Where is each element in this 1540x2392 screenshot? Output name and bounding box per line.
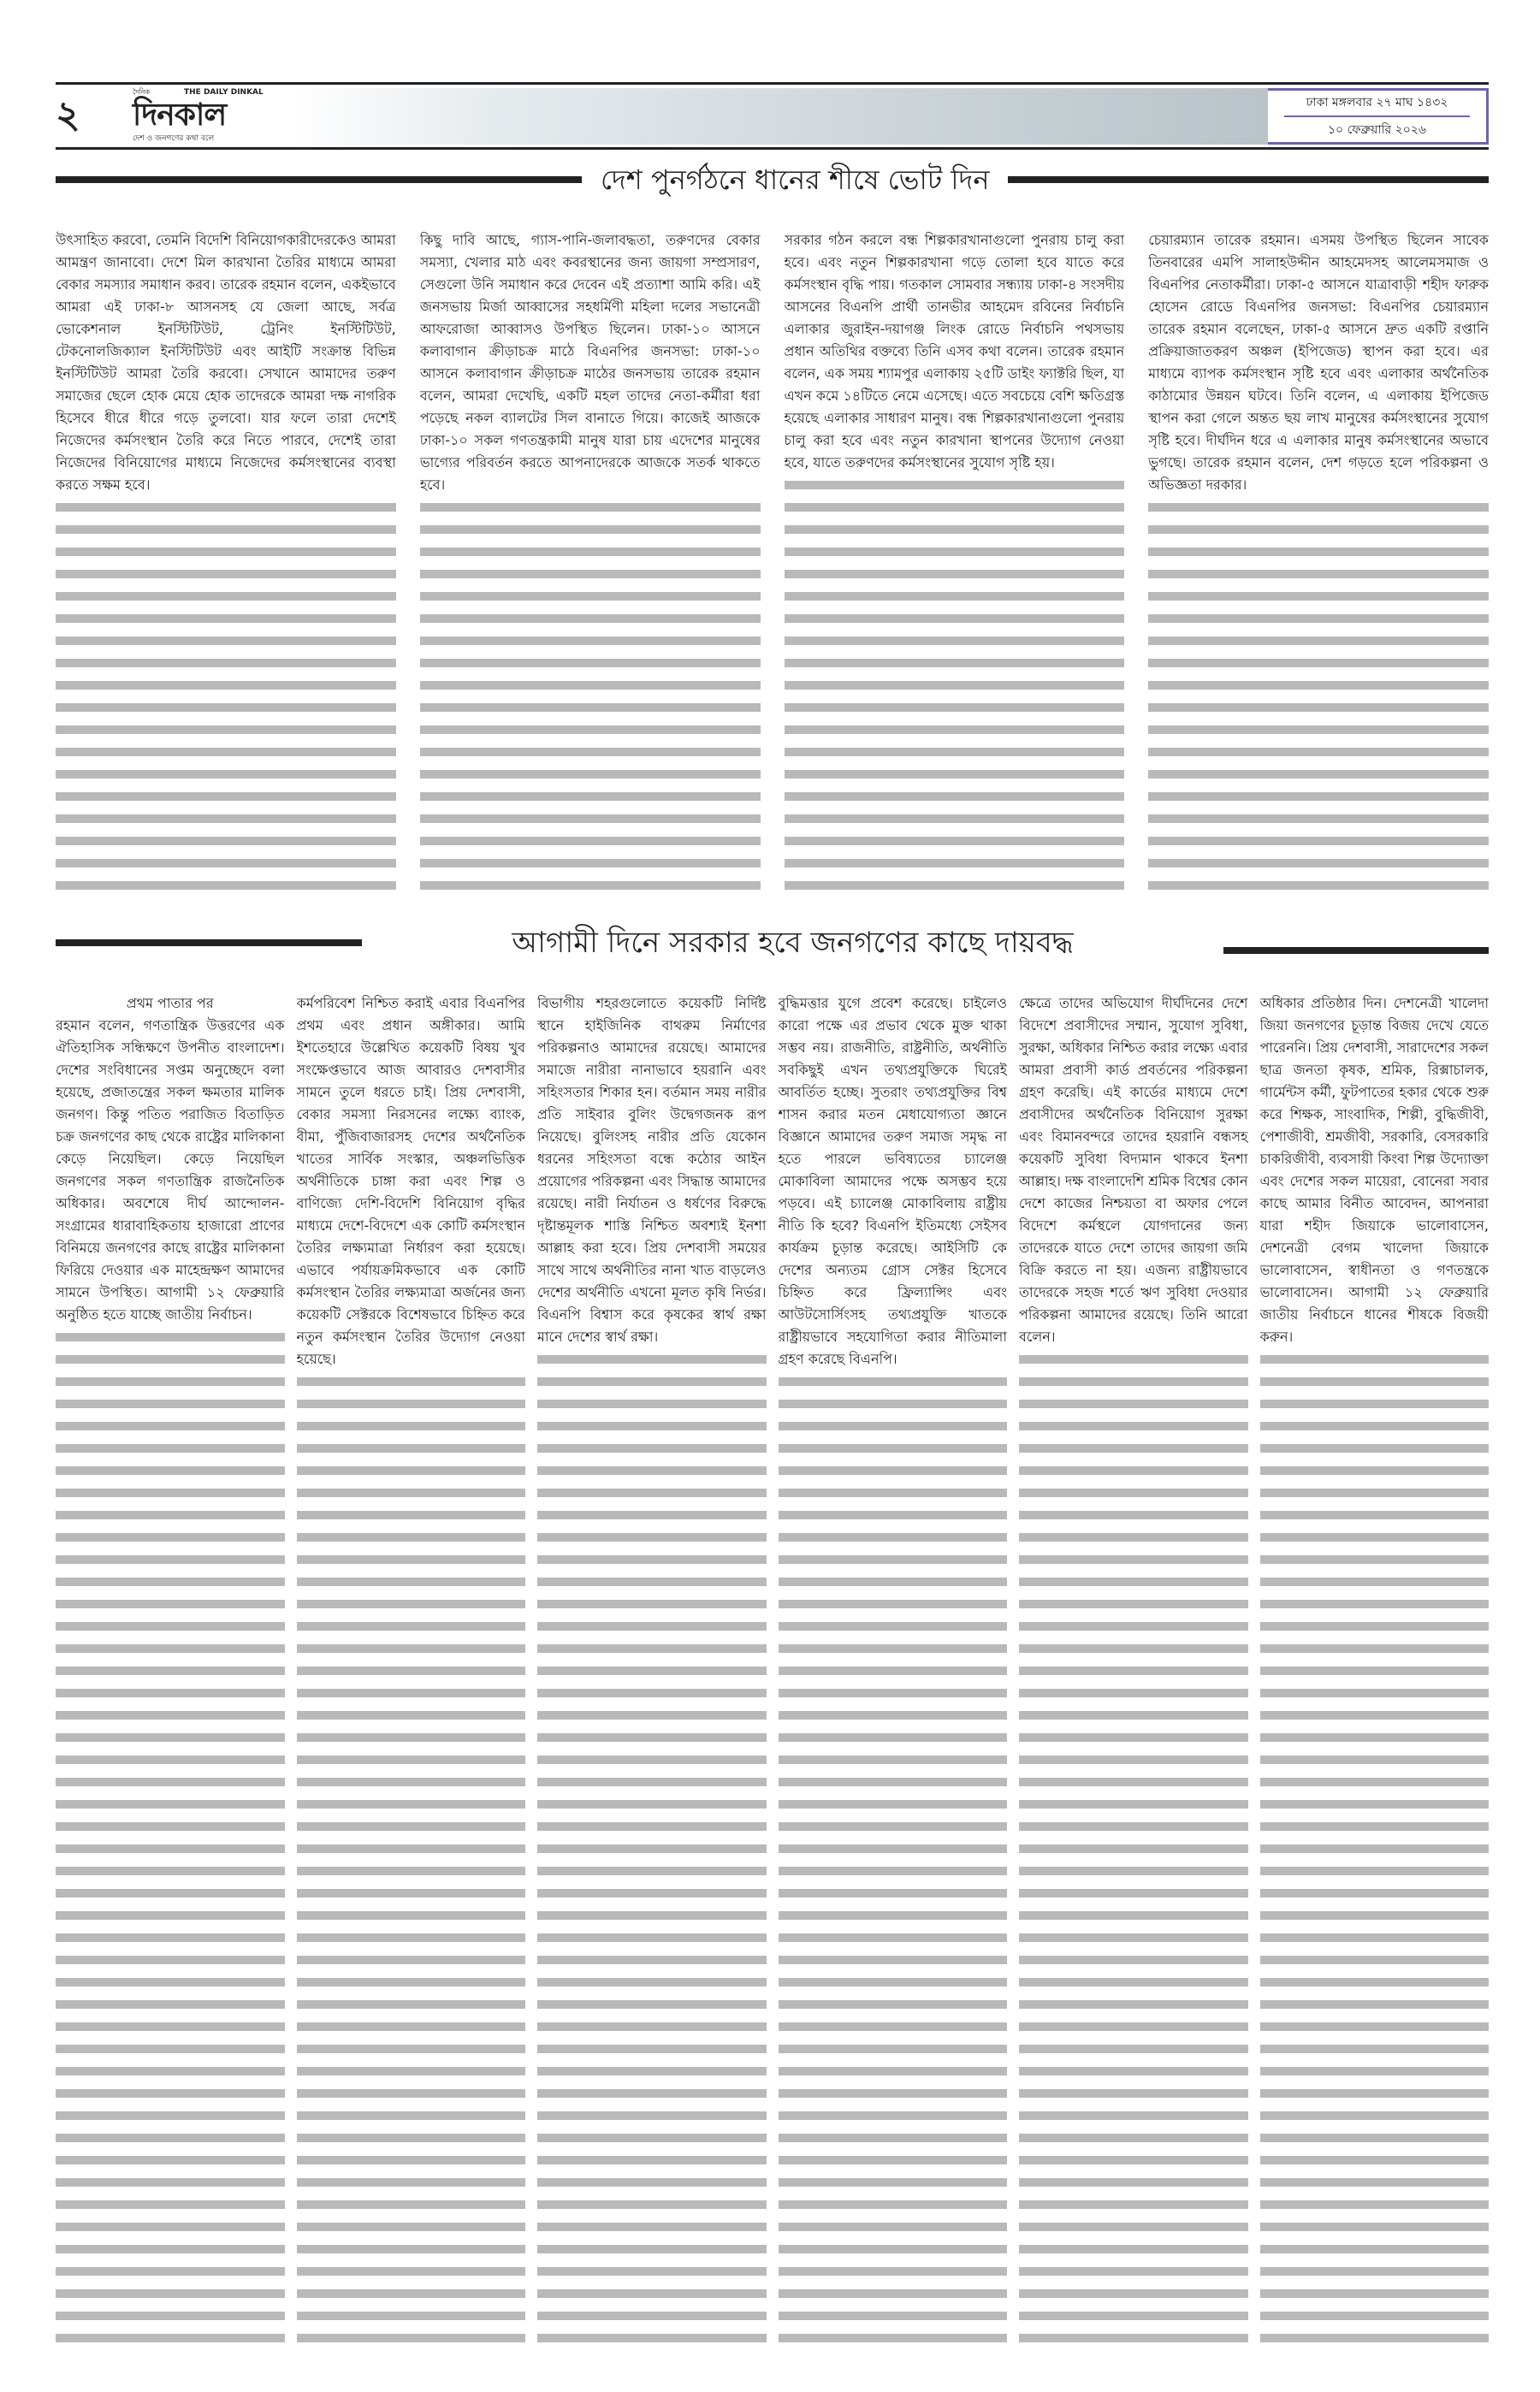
- date-box: [1268, 88, 1489, 145]
- article2-text: রহমান বলেন, গণতান্ত্রিক উত্তরণের এক ঐতিহাসিক সন্ধিক্ষণে উপনীত বাংলাদেশ। দেশের সংবিধানের সপ্তম অনুচ্ছেদে বলা হয়েছে, প্রজাতন্ত্রের সকল ক্ষমতার মালিক জনগণ। কিন্তু পতিত পরাজিত বিতাড়িত চক্র জনগণের কাছ থেকে রাষ্ট্রের মালিকানা কেড়ে নিয়েছিল। কেড়ে নিয়েছিল জনগণের সকল গণতান্ত্রিক রাজনৈতিক অধিকার। অবশেষে দীর্ঘ আন্দোলন-সংগ্রামের ধারাবাহিকতায় হাজারো প্রাণের বিনিময়ে জনগণের কাছে রাষ্ট্রের মালিকানা ফিরিয়ে দেওয়ার এক মাহেন্দ্রক্ষণ আমাদের সামনে উপস্থিত। আগামী ১২ ফেব্রুয়ারি অনুষ্ঠিত হতে যাচ্ছে জাতীয় নির্বাচন।: [56, 1015, 285, 1326]
- article1-headline-row: [56, 156, 1489, 204]
- article1-text: সরকার গঠন করলে বন্ধ শিল্পকারখানাগুলো পুনরায় চালু করা হবে। এবং নতুন শিল্পকারখানা গড়ে তোলা হবে যাতে করে কর্মসংস্থান বৃদ্ধি পায়। গতকাল সোমবার সন্ধ্যায় ঢাকা-৪ সংসদীয় আসনের বিএনপি প্রার্থী তানভীর আহমেদ রবিনের নির্বাচনি এলাকার জুরাইন-দয়াগঞ্জ লিংক রোডে নির্বাচনি পথসভায় প্রধান অতিথির বক্তব্যে তিনি এসব কথা বলেন। তারেক রহমান বলেন, এক সময় শ্যামপুর এলাকায় ২৫টি ডাইং ফ্যাক্টরি ছিল, যা এখন কমে ১৪টিতে নেমে এসেছে। এতে সবচেয়ে বেশি ক্ষতিগ্রস্ত হয়েছে এলাকার সাধারণ মানুষ। বন্ধ শিল্পকারখানাগুলো পুনরায় চালু করা হবে এবং নতুন কারখানা স্থাপনের উদ্যোগ নেওয়া হবে, যাতে তরুণদের কর্মসংস্থানের সুযোগ সৃষ্টি হয়।: [785, 229, 1125, 474]
- article2-text: কর্মপরিবেশ নিশ্চিত করাই এবার বিএনপির প্রথম এবং প্রধান অঙ্গীকার। আমি ইশতেহারে উল্লেখিত কয়েকটি বিষয় খুব সংক্ষেপ্তভাবে আজ আবারও দেশবাসীর সামনে তুলে ধরতে চাই। প্রিয় দেশবাসী, বেকার সমস্যা নিরসনের লক্ষ্যে ব্যাংক, বীমা, পুঁজিবাজারসহ দেশের অর্থনৈতিক খাতের সার্বিক সংস্কার, অঞ্চলভিত্তিক অর্থনীতিকে চাঙ্গা করা এবং শিল্প ও বাণিজ্যে দেশি-বিদেশি বিনিয়োগ বৃদ্ধির মাধ্যমে দেশে-বিদেশে এক কোটি কর্মসংস্থান তৈরির লক্ষ্যমাত্রা নির্ধারণ করা হয়েছে। এভাবে পর্যায়ক্রমিকভাবে এক কোটি কর্মসংস্থান তৈরির লক্ষ্যমাত্রা অর্জনের জন্য কয়েকটি সেক্টরকে বিশেষভাবে চিহ্নিত করে নতুন কর্মসংস্থান তৈরির উদ্যোগ নেওয়া হয়েছে।: [297, 992, 526, 1371]
- article2-column: [537, 992, 767, 2349]
- article2-text: বিভাগীয় শহরগুলোতে কয়েকটি নির্দিষ্ট স্থানে হাইজিনিক বাথরুম নির্মাণের পরিকল্পনাও আমাদের রয়েছে। আমাদের সমাজে নারীরা নানাভাবে হয়রানি এবং সহিংসতার শিকার হন। বর্তমান সময় নারীর প্রতি সাইবার বুলিং উদ্বেগজনক রূপ নিয়েছে। বুলিংসহ নারীর প্রতি যেকোন ধরনের সহিংসতা বন্ধে কঠোর আইন প্রয়োগের পরিকল্পনা এবং সিদ্ধান্ত আমাদের রয়েছে। নারী নির্যাতন ও ধর্ষণের বিরুদ্ধে দৃষ্টান্তমূলক শাস্তি নিশ্চিত অবশ্যই ইনশা আল্লাহ করা হবে। প্রিয় দেশবাসী সময়ের সাথে সাথে অর্থনীতির নানা খাত বাড়লেও দেশের অর্থনীতি এখনো মূলত কৃষি নির্ভর। বিএনপি বিশ্বাস করে কৃষকের স্বার্থ রক্ষা মানে দেশের স্বার্থ রক্ষা।: [537, 992, 767, 1348]
- continued-from-front-page: প্রথম পাতার পর: [56, 992, 285, 1015]
- article1-text: চেয়ারম্যান তারেক রহমান। এসময় উপস্থিত ছিলেন সাবেক তিনবারের এমপি সালাহউদ্দীন আহমেদসহ আলেমসমাজ ও বিএনপির নেতাকর্মীরা। ঢাকা-৫ আসনে যাত্রাবাড়ী শহীদ ফারুক হোসেন রোডে বিএনপির জনসভা: বিএনপির চেয়ারম্যান তারেক রহমান বলেছেন, ঢাকা-৫ আসনে দ্রুত একটি রপ্তানি প্রক্রিয়াজাতকরণ অঞ্চল (ইপিজেড) স্থাপন করা হবে। এর মাধ্যমে ব্যাপক কর্মসংস্থান সৃষ্টি হবে এবং এলাকার অর্থনৈতিক কাঠামোর উন্নয়ন ঘটবে। তিনি বলেন, এ এলাকায় ইপিজেড স্থাপন করা গেলে অন্তত ছয় লাখ মানুষের কর্মসংস্থানের সুযোগ সৃষ্টি হবে। দীর্ঘদিন ধরে এ এলাকার মানুষ কর্মসংস্থানের অভাবে ভুগছে। তারেক রহমান বলেন, দেশ গড়তে হলে পরিকল্পনা ও অভিজ্ঞতা দরকার।: [1148, 229, 1489, 496]
- newspaper-tagline: দেশ ও জনগণের কথা বলে: [133, 134, 215, 143]
- article1-column: [56, 229, 396, 897]
- newspaper-logo: [56, 88, 291, 145]
- newspaper-name: দিনকাল: [133, 98, 227, 133]
- article1-body: [56, 229, 1489, 897]
- headline-rule-right: [1223, 947, 1489, 954]
- logo-label: দৈনিক: [133, 88, 151, 96]
- page-number: ২: [56, 93, 80, 137]
- article1-column: [1148, 229, 1489, 897]
- article2-body: [56, 992, 1489, 2349]
- article2-text: অধিকার প্রতিষ্ঠার দিন। দেশনেত্রী খালেদা জিয়া জনগণের চূড়ান্ত বিজয় দেখে যেতে পারেননি। প্রিয় দেশবাসী, সারাদেশের সকল ছাত্র জনতা কৃষক, শ্রমিক, রিক্সাচালক, গার্মেন্টস কর্মী, ফুটপাতের হকার থেকে শুরু করে শিক্ষক, সাংবাদিক, শিল্পী, বুদ্ধিজীবী, পেশাজীবী, শ্রমজীবী, সরকারি, বেসরকারি চাকরিজীবী, ব্যবসায়ী কিংবা শিল্প উদ্যোক্তা এবং দেশের সকল মায়েরা, বোনেরা সবার কাছে আমার বিনীত আবেদন, আপনারা যারা শহীদ জিয়াকে ভালোবাসেন, দেশনেত্রী বেগম খালেদা জিয়াকে ভালোবাসেন, স্বাধীনতা ও গণতন্ত্রকে ভালোবাসেন। আগামী ১২ ফেব্রুয়ারি জাতীয় নির্বাচনে ধানের শীষকে বিজয়ী করুন।: [1260, 992, 1490, 1348]
- article2-column: [779, 992, 1008, 2349]
- article2-headline-row: [56, 917, 1489, 968]
- headline-rule-right: [1008, 176, 1489, 183]
- date-bangla: ঢাকা মঙ্গলবার ২৭ মাঘ ১৪৩২: [1306, 96, 1448, 110]
- headline-rule-left: [56, 939, 362, 946]
- masthead-bottom-rule: [56, 147, 1489, 150]
- logo-english-name: THE DAILY DINKAL: [184, 88, 264, 97]
- article2-column: [1260, 992, 1490, 2349]
- headline-rule-left: [56, 176, 582, 183]
- date-divider: [1284, 115, 1470, 117]
- article2-text: ক্ষেত্রে তাদের অভিযোগ দীর্ঘদিনের দেশে বিদেশে প্রবাসীদের সম্মান, সুযোগ সুবিধা, সুরক্ষা, অধিকার নিশ্চিত করার লক্ষ্যে এবার আমরা প্রবাসী কার্ড প্রবর্তনের পরিকল্পনা গ্রহণ করেছি। এই কার্ডের মাধ্যমে দেশে প্রবাসীদের অর্থনৈতিক বিনিয়োগ সুরক্ষা এবং বিমানবন্দরে তাদের হয়রানি বন্ধসহ কয়েকটি সুবিধা বিদ্যমান থাকবে ইনশা আল্লাহ। দক্ষ বাংলাদেশি শ্রমিক বিশ্বের কোন দেশে কাজের নিশ্চয়তা বা অফার পেলে বিদেশে কর্মস্থলে যোগদানের জন্য তাদেরকে যাতে দেশে তাদের জায়গা জমি বিক্রি করতে না হয়। এজন্য রাষ্ট্রীয়ভাবে তাদেরকে সহজ শর্তে ঋণ সুবিধা দেওয়ার পরিকল্পনা আমাদের রয়েছে। তিনি আরো বলেন।: [1019, 992, 1248, 1348]
- article1-text: কিছু দাবি আছে, গ্যাস-পানি-জলাবদ্ধতা, তরুণদের বেকার সমস্যা, খেলার মাঠ এবং কবরস্থানের জন্য জায়গা সম্প্রসারণ, সেগুলো উনি সমাধান করে দেবেন এই প্রত্যাশা আমি করি। এই জনসভায় মির্জা আব্বাসের সহধর্মিণী মহিলা দলের সভানেত্রী আফরোজা আব্বাসও উপস্থিত ছিলেন। ঢাকা-১০ আসনে কলাবাগান ক্রীড়াচক্র মাঠে বিএনপির জনসভা: ঢাকা-১০ আসনে কলাবাগান ক্রীড়াচক্র মাঠের জনসভায় তারেক রহমান বলেন, আমরা দেখেছি, একটি মহল তাদের নেতা-কর্মীরা ধরা পড়েছে নকল ব্যালটের সিল বানাতে গিয়ে। কাজেই আজকে ঢাকা-১০ সকল গণতন্ত্রকামী মানুষ যারা চায় এদেশের মানুষের ভাগ্যের পরিবর্তন করতে আপনাদেরকে আজকে সতর্ক থাকতে হবে।: [420, 229, 761, 496]
- article1-headline: দেশ পুনর্গঠনে ধানের শীষে ভোট দিন: [601, 163, 990, 196]
- article2-headline: আগামী দিনে সরকার হবে জনগণের কাছে দায়বদ্ধ: [512, 926, 1074, 960]
- article2-column: [1019, 992, 1248, 2349]
- date-gregorian: ১০ ফেব্রুয়ারি ২০২৬: [1327, 123, 1427, 137]
- article1-column: [420, 229, 761, 897]
- masthead-gradient-band: [291, 88, 1268, 145]
- masthead: [56, 88, 1489, 145]
- article2-column: [56, 992, 285, 2349]
- article1-column: [785, 229, 1125, 897]
- article2-column: [297, 992, 526, 2349]
- masthead-top-rule: [56, 82, 1489, 85]
- article2-text: বুদ্ধিমত্তার যুগে প্রবেশ করেছে। চাইলেও কারো পক্ষে এর প্রভাব থেকে মুক্ত থাকা সম্ভব নয়। রাজনীতি, রাষ্ট্রনীতি, অর্থনীতি সবকিছুই এখন তথ্যপ্রযুক্তিকে ঘিরেই আবর্তিত হচ্ছে। সুতরাং তথ্যপ্রযুক্তির বিশ্ব শাসন করার মতন মেধাযোগ্যতা জ্ঞানে বিজ্ঞানে আমাদের তরুণ সমাজ সমৃদ্ধ না হতে পারলে ভবিষ্যতের চ্যালেঞ্জ মোকাবিলা আমাদের পক্ষে অসম্ভব হয়ে পড়বে। এই চ্যালেঞ্জ মোকাবিলায় রাষ্ট্রীয় নীতি কি হবে? বিএনপি ইতিমধ্যে সেইসব কার্যক্রম চূড়ান্ত করেছে। আইসিটি কে দেশের অন্যতম গ্রোস সেক্টর হিসেবে চিহ্নিত করে ফ্রিল্যান্সিং এবং আউটসোর্সিংসহ তথ্যপ্রযুক্তি খাতকে রাষ্ট্রীয়ভাবে সহযোগিতা করার নীতিমালা গ্রহণ করেছে বিএনপি।: [779, 992, 1008, 1371]
- article1-text: উৎসাহিত করবো, তেমনি বিদেশি বিনিয়োগকারীদেরকেও আমরা আমন্ত্রণ জানাবো। দেশে মিল কারখানা তৈরির মাধ্যমে আমরা বেকার সমস্যার সমাধান করব। তারেক রহমান বলেন, একইভাবে আমরা এই ঢাকা-৮ আসনসহ যে জেলা আছে, সর্বত্র ভোকেশনাল ইনস্টিটিউট, ট্রেনিং ইনস্টিটিউট, টেকনোলজিক্যাল ইনস্টিটিউট এবং আইটি সংক্রান্ত বিভিন্ন ইনস্টিটিউট আমরা তৈরি করবো। সেখানে আমাদের তরুণ সমাজের ছেলে হোক মেয়ে হোক তাদেরকে আমরা দক্ষ নাগরিক হিসেবে ধীরে ধীরে গড়ে তুলবো। যার ফলে তারা দেশেই নিজেদের কর্মসংস্থান তৈরি করে নিতে পারবে, দেশেই তারা নিজেদের বিনিয়োগের মাধ্যমে নিজেদের কর্মসংস্থানের ব্যবস্থা করতে সক্ষম হবে।: [56, 229, 396, 496]
